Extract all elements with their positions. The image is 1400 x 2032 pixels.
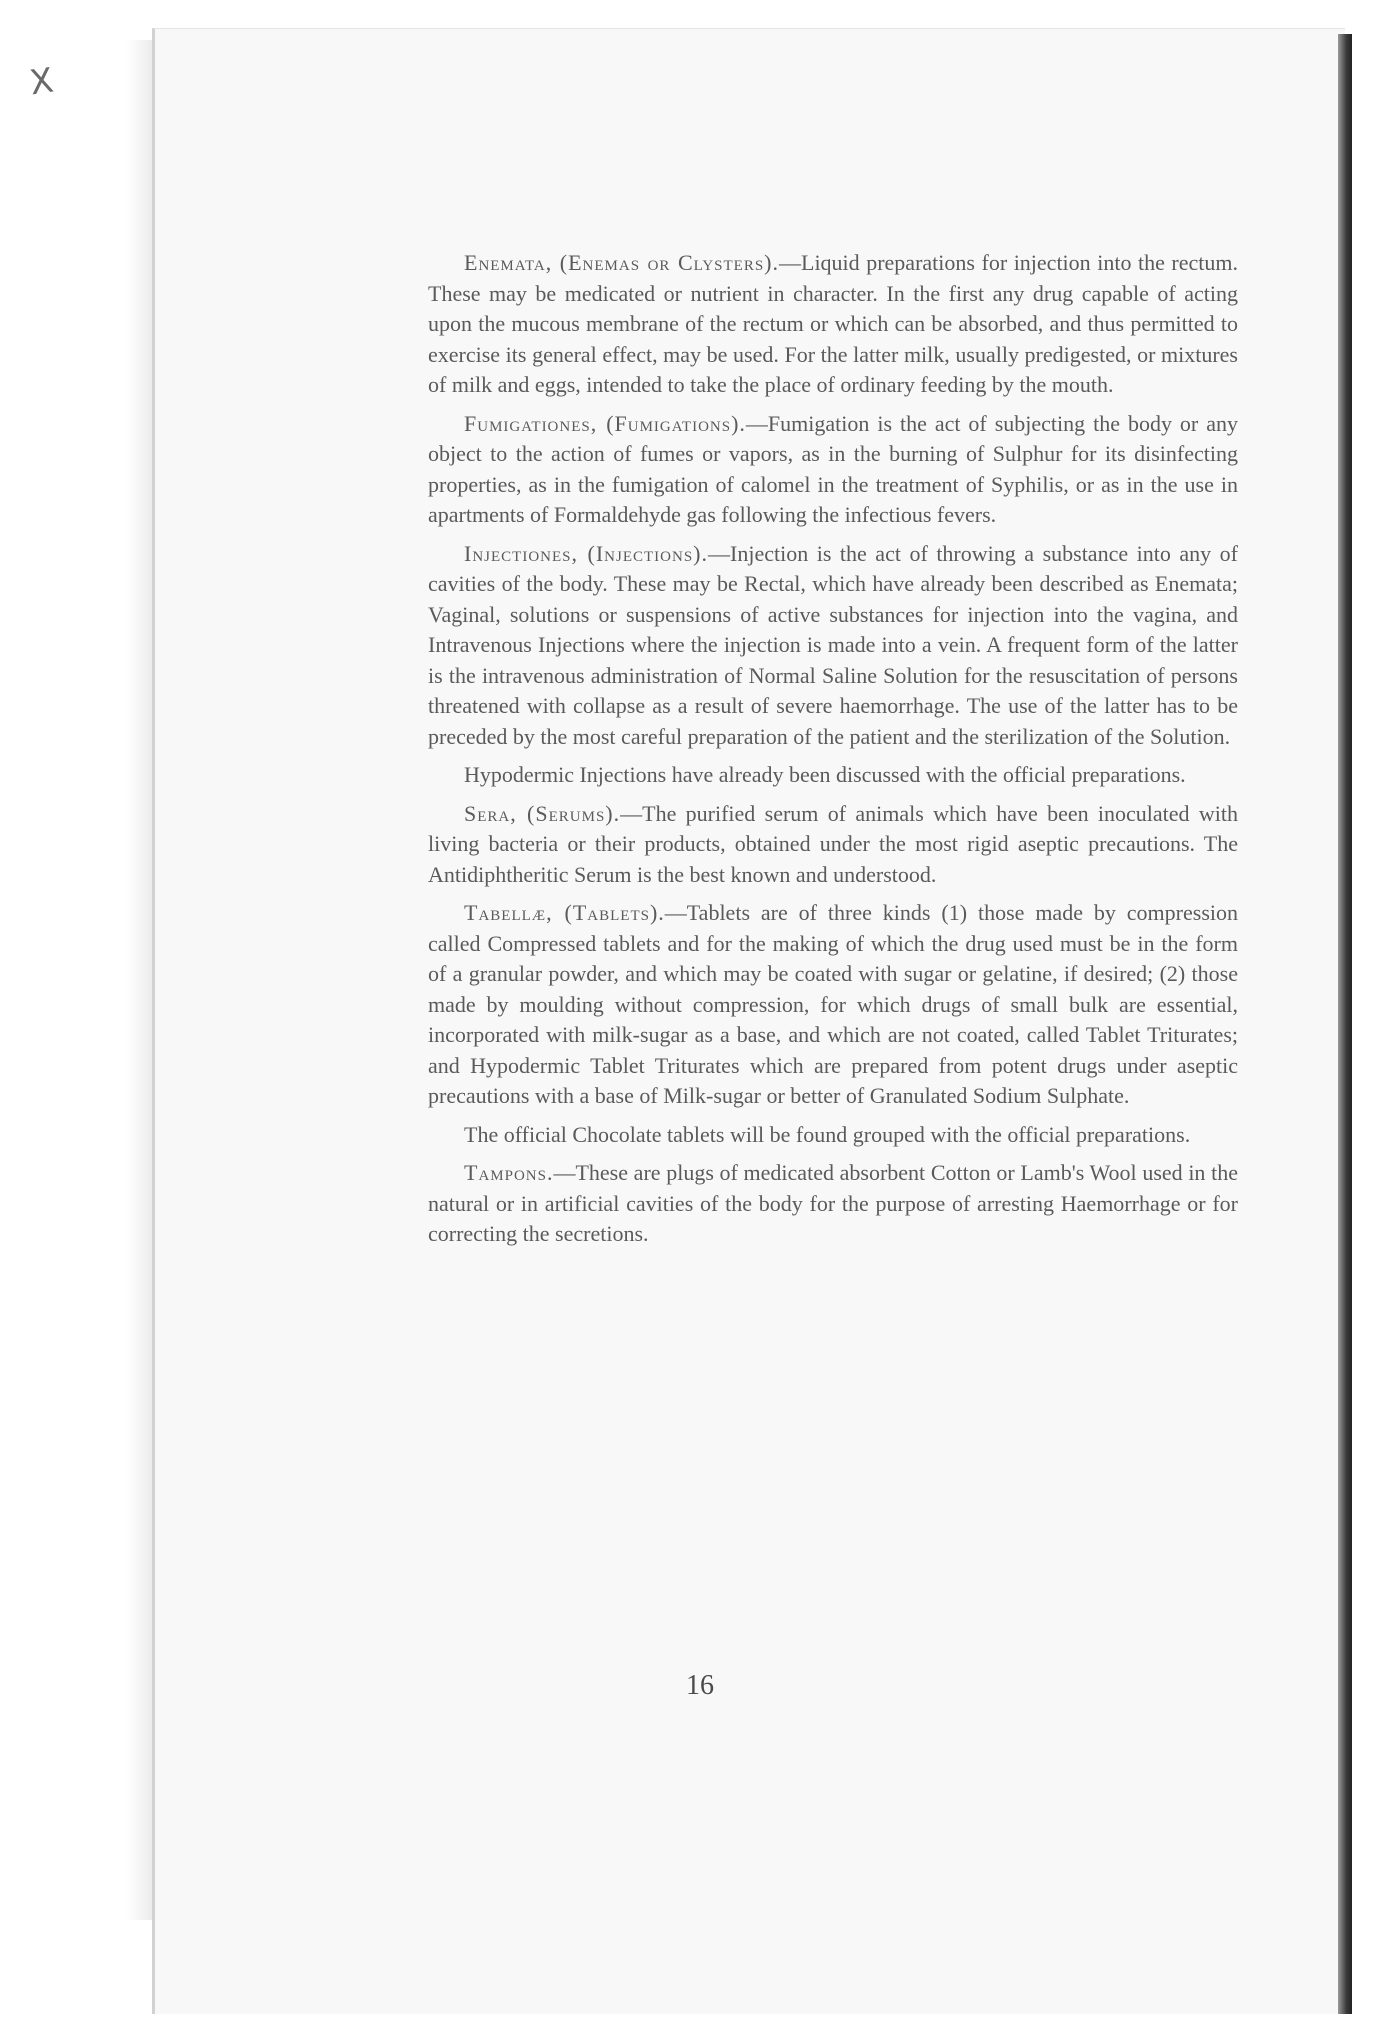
page-edge (1338, 34, 1352, 2014)
paragraph-chocolate (428, 1120, 1238, 1151)
heading-fumigationes: Fumigationes, (Fumigations). (464, 410, 746, 436)
text-tabellae: —Tablets are of three kinds (1) those made by compression called Compressed tablets and for the making of which the drug used must be in the form of a granular powder, and which may be coated with sugar or gelatine, if desired; (2) those made by moulding without compression, for which drugs of small bulk are essential, incorporated with milk-sugar as a base, and which are not coated, called Tablet Triturates; and Hypodermic Tablet Triturates which are prepared from potent drugs under aseptic precautions with a base of Milk-sugar or better of Granulated Sodium Sulphate. (428, 900, 1238, 1108)
text-chocolate: The official Chocolate tablets will be found grouped with the official preparations. (464, 1121, 1191, 1147)
text-fumigationes: —Fumigation is the act of subjecting the body or any object to the action of fumes or vapors, as in the burning of Sulphur for its disinfecting properties, as in the fumigation of calomel in the treatment of Syphilis, or as in the use in apartments of Formaldehyde gas following the infectious fevers. (428, 410, 1238, 527)
margin-mark: X (27, 60, 56, 104)
page-binding-shadow (126, 40, 152, 1920)
heading-sera: Sera, (Serums). (464, 800, 621, 826)
page-body (428, 248, 1238, 1258)
text-enemata: —Liquid preparations for injection into the rectum. These may be medicated or nutrient in character. In the first any drug capable of acting upon the mucous membrane of the rectum or which can be absorbed, and thus permitted to exercise its general effect, may be used. For the latter milk, usually predigested, or mixtures of milk and eggs, intended to take the place of ordinary feeding by the mouth. (428, 250, 1238, 397)
paragraph-tampons (428, 1158, 1238, 1250)
heading-tampons: Tampons. (464, 1160, 554, 1185)
heading-injectiones: Injectiones, (Injections). (464, 540, 708, 566)
paragraph-sera (428, 799, 1238, 891)
paragraph-enemata (428, 248, 1238, 401)
text-injectiones: —Injection is the act of throwing a substance into any of cavities of the body. These may be Rectal, which have already been described as Enemata; Vaginal, solutions or suspensions of active substances for injection into the vagina, and Intravenous Injections where the injection is made into a vein. A frequent form of the latter is the intravenous administration of Normal Saline Solution for the resuscitation of persons threatened with collapse as a result of severe haemorrhage. The use of the latter has to be preceded by the most careful preparation of the patient and the sterilization of the Solution. (428, 540, 1238, 749)
paragraph-fumigationes (428, 409, 1238, 531)
text-sera: —The purified serum of animals which have been inoculated with living bacteria or their products, obtained under the most rigid aseptic precautions. The Antidiphtheritic Serum is the best known and understood. (428, 800, 1238, 887)
paragraph-tabellae (428, 898, 1238, 1112)
heading-enemata: Enemata, (Enemas or Clysters). (464, 250, 779, 275)
text-tampons: —These are plugs of medicated absorbent Cotton or Lamb's Wool used in the natural or in artificial cavities of the body for the purpose of arresting Haemorrhage or for correcting the secretions. (428, 1160, 1238, 1246)
paragraph-injectiones (428, 539, 1238, 753)
text-hypodermic: Hypodermic Injections have already been discussed with the official preparations. (464, 762, 1186, 787)
heading-tabellae: Tabellæ, (Tablets). (464, 900, 665, 925)
paragraph-hypodermic (428, 760, 1238, 791)
page-number: 16 (686, 1670, 714, 1701)
